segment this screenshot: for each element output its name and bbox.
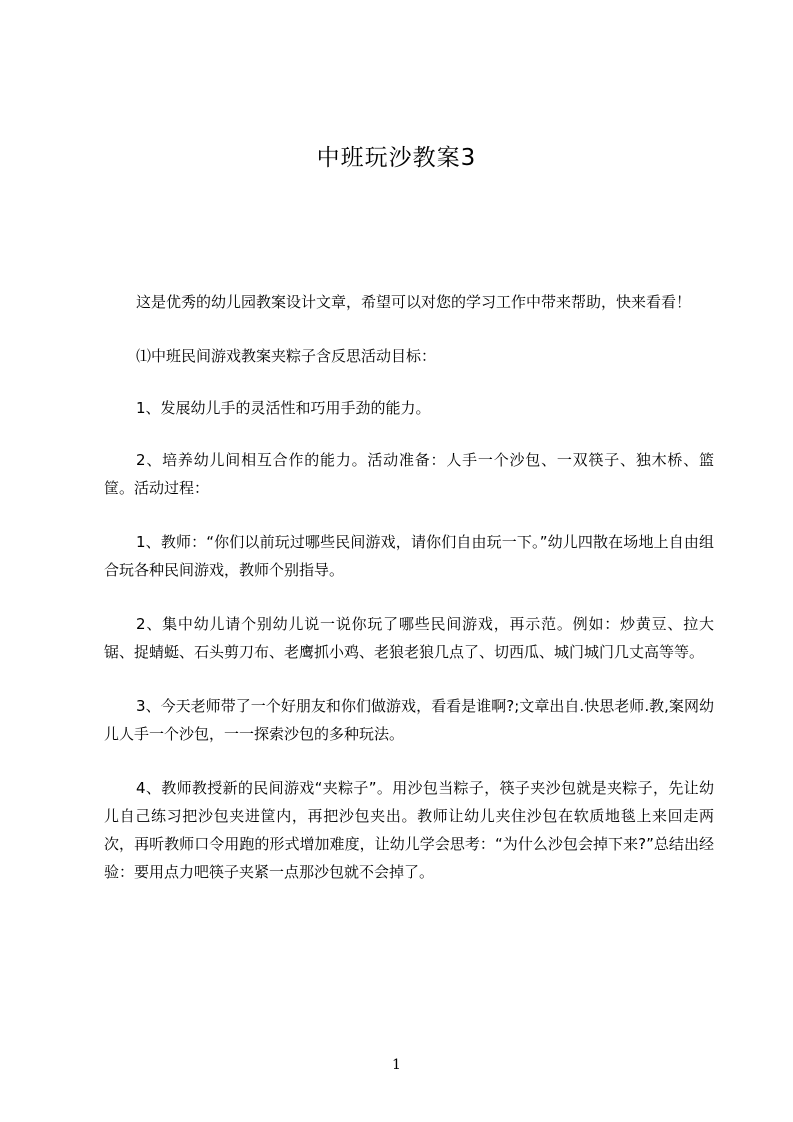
paragraph-goal-1: 1、发展幼儿手的灵活性和巧用手劲的能力。 [136,399,431,417]
document-title: 中班玩沙教案3 [316,145,477,171]
paragraph-step-4: 4、教师教授新的民间游戏“夹粽子”。用沙包当粽子，筷子夹沙包就是夹粽子，先让幼儿自己练习把沙包夹进筐内，再把沙包夹出。教师让幼儿夹住沙包在软质地毯上来回走两次，再听教师口令用跑的形式增加难度，让幼儿学会思考：“为什么沙包会掉下来?”总结出经验：要用点力吧筷子夹紧一点那沙包就不会掉了。 [104,779,714,881]
paragraph-section-heading: ⑴中班民间游戏教案夹粽子含反思活动目标： [136,347,437,365]
paragraph-goal-2-preparation: 2、培养幼儿间相互合作的能力。活动准备：人手一个沙包、一双筷子、独木桥、篮筐。活动过程： [104,451,714,497]
document-body [104,288,714,912]
paragraph-step-2: 2、集中幼儿请个别幼儿说一说你玩了哪些民间游戏，再示范。例如：炒黄豆、拉大锯、捉蜻蜓、石头剪刀布、老鹰抓小鸡、老狼老狼几点了、切西瓜、城门城门几丈高等等。 [104,615,714,661]
paragraph-step-3: 3、今天老师带了一个好朋友和你们做游戏，看看是谁啊?;文章出自.快思老师.教,案网幼儿人手一个沙包，一一探索沙包的多种玩法。 [104,697,714,743]
paragraph-step-1: 1、教师：“你们以前玩过哪些民间游戏，请你们自由玩一下。”幼儿四散在场地上自由组合玩各种民间游戏，教师个别指导。 [104,533,714,579]
page-number: 1 [392,1057,401,1073]
paragraph-intro: 这是优秀的幼儿园教案设计文章，希望可以对您的学习工作中带来帮助，快来看看！ [136,293,692,311]
